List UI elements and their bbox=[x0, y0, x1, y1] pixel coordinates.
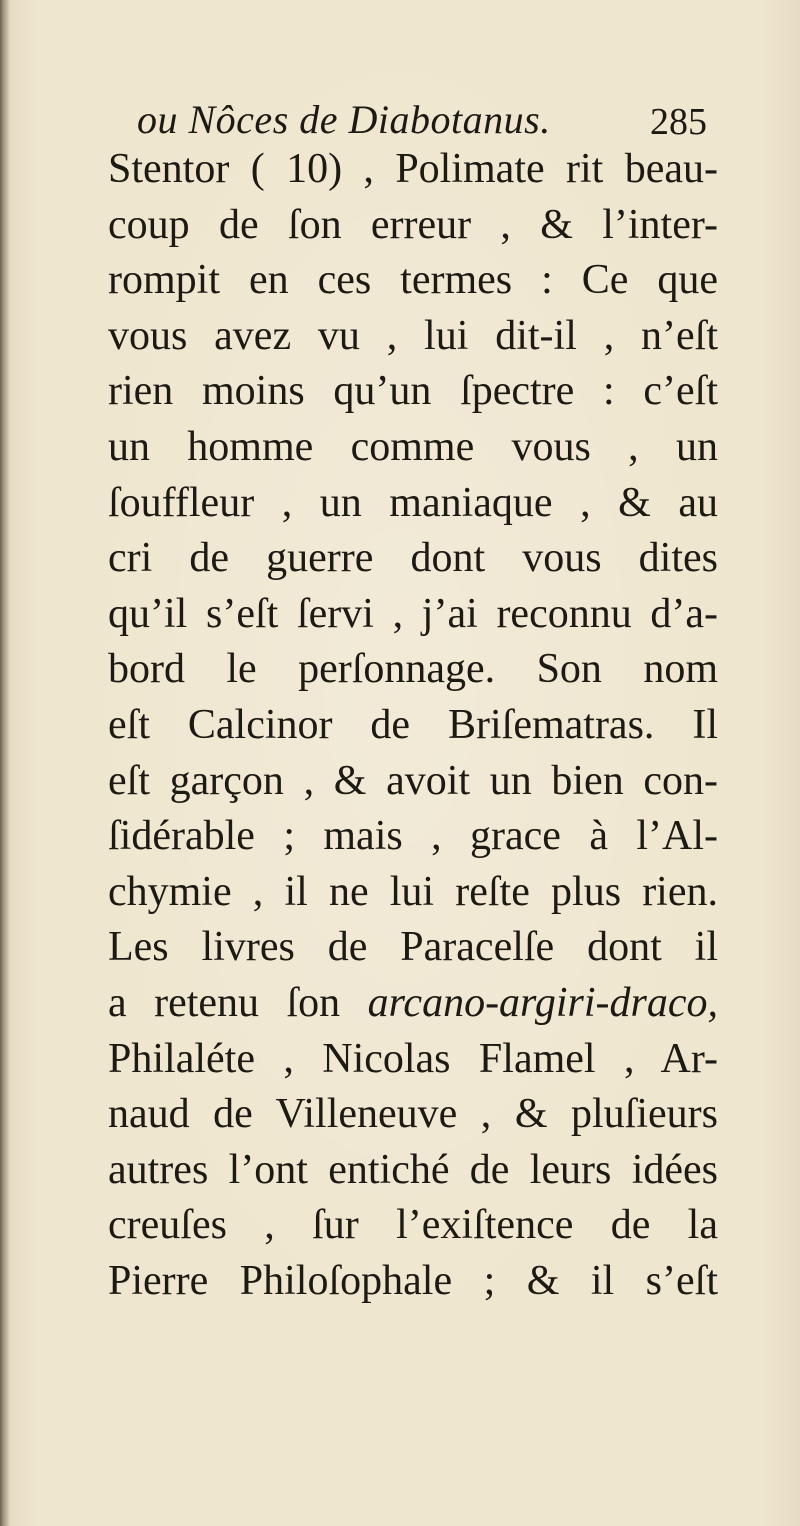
text-line: bord le perſonnage. Son nom bbox=[108, 646, 718, 693]
text-line-mixed bbox=[108, 976, 718, 1032]
text-line: chymie , il ne lui reſte plus rien. bbox=[108, 868, 718, 915]
text-line: eſt Calcinor de Briſematras. Il bbox=[108, 701, 718, 748]
text-line: rompit en ces termes : Ce que bbox=[108, 257, 718, 304]
text-line: eſt garçon , & avoit un bien con- bbox=[108, 757, 718, 804]
text-segment-italic: arcano-argiri-draco, bbox=[367, 979, 718, 1026]
text-line: Philaléte , Nicolas Flamel , Ar- bbox=[108, 1035, 718, 1082]
running-head bbox=[137, 92, 737, 148]
text-line: ſouffleur , un maniaque , & au bbox=[108, 479, 718, 526]
text-line: vous avez vu , lui dit-il , n’eſt bbox=[108, 312, 718, 359]
body-text bbox=[108, 142, 718, 1309]
text-segment-roman: a retenu ſon bbox=[108, 979, 368, 1026]
text-line: naud de Villeneuve , & pluſieurs bbox=[108, 1091, 718, 1138]
text-line: Pierre Philoſophale ; & il s’eſt bbox=[108, 1257, 718, 1304]
text-line: Les livres de Paracelſe dont il bbox=[108, 924, 718, 971]
text-line: qu’il s’eſt ſervi , j’ai reconnu d’a- bbox=[108, 590, 718, 637]
text-line: ſidérable ; mais , grace à l’Al- bbox=[108, 813, 718, 860]
text-line: Stentor ( 10) , Polimate rit beau- bbox=[108, 146, 718, 192]
text-line: creuſes , ſur l’exiſtence de la bbox=[108, 1202, 718, 1249]
text-line: cri de guerre dont vous dites bbox=[108, 535, 718, 582]
text-line: un homme comme vous , un bbox=[108, 423, 718, 470]
page-gutter-shadow bbox=[0, 0, 10, 1526]
running-title: ou Nôces de Diabotanus. bbox=[137, 97, 551, 142]
page-number: 285 bbox=[650, 101, 707, 143]
text-line: rien moins qu’un ſpectre : c’eſt bbox=[108, 368, 718, 415]
text-line: coup de ſon erreur , & l’inter- bbox=[108, 201, 718, 248]
text-line: autres l’ont entiché de leurs idées bbox=[108, 1146, 718, 1193]
